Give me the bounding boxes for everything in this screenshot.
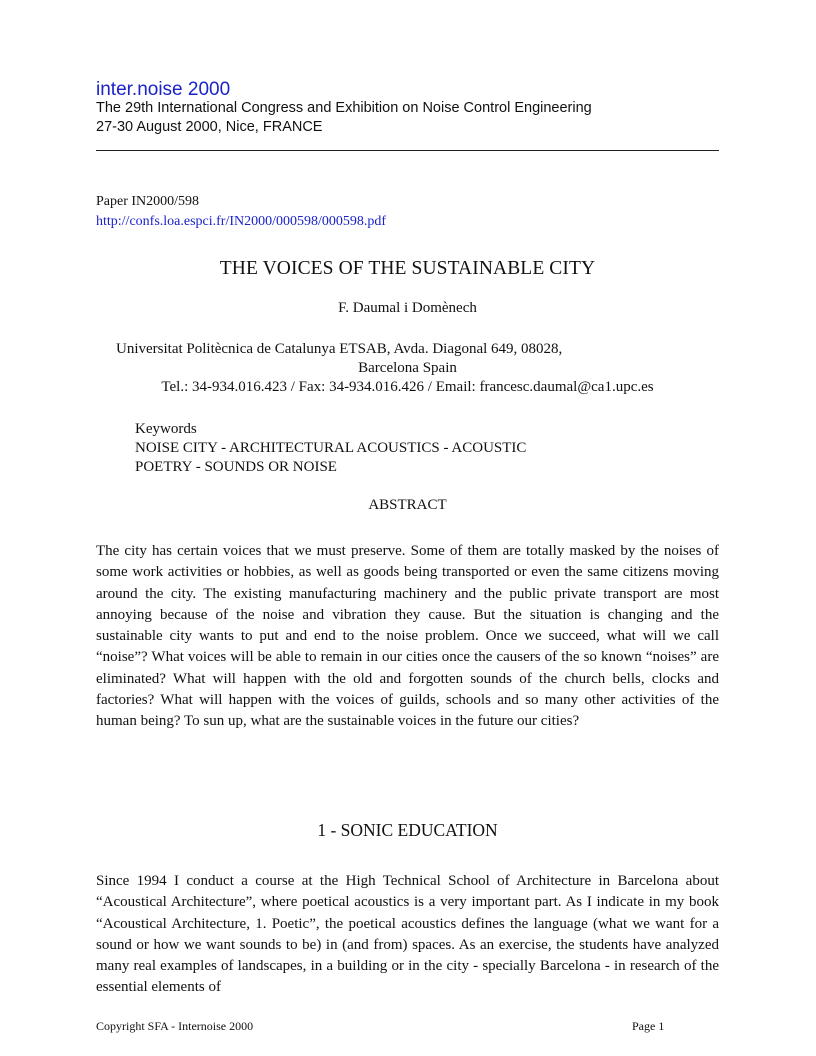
conference-name: inter.noise 2000: [96, 79, 231, 100]
paper-title: THE VOICES OF THE SUSTAINABLE CITY: [219, 258, 596, 279]
paper-url-link[interactable]: http://confs.loa.espci.fr/IN2000/000598/000598.pdf: [96, 214, 387, 229]
keywords-line-1: NOISE CITY - ARCHITECTURAL ACOUSTICS - ACOUSTIC: [135, 440, 527, 456]
congress-dates-location: 27-30 August 2000, Nice, FRANCE: [96, 119, 323, 135]
abstract-body: The city has certain voices that we must preserve. Some of them are totally masked by the noises of some work activities or hobbies, as well as goods being transported or even the same citizens moving around the city. The existing manufacturing machinery and the public private transport are most annoying because of the noise and vibration they cause. But the situation is changing and the sustainable city wants to put and end to the noise problem. Once we succeed, what will we call “noise”? What voices will be able to remain in our cities once the causers of the so known “noises” are eliminated? What will happen with the old and forgotten sounds of the church bells, clocks and factories? What will happen with the voices of guilds, schools and so many other activities of the human being? To sun up, what are the sustainable voices in the future our cities?: [96, 543, 719, 730]
section-body: Since 1994 I conduct a course at the High Technical School of Architecture in Barcelona about “Acoustical Architecture”, where poetical acoustics is a very important part. As I indicate in my book “Acoustical Architecture, 1. Poetic”, the poetical acoustics defines the language (what we want for a sound or how we want sounds to be) in (and from) spaces. As an exercise, the students have analyzed many real examples of landscapes, in a building or in the city - specially Barcelona - in research of the essential elements of: [96, 873, 719, 996]
footer-page-number: Page 1: [632, 1019, 665, 1033]
affiliation-line-1: Universitat Politècnica de Catalunya ETSAB, Avda. Diagonal 649, 08028,: [116, 341, 563, 357]
affiliation-line-2: Barcelona Spain: [358, 360, 457, 376]
author-name: F. Daumal i Domènech: [338, 300, 477, 316]
paper-id: Paper IN2000/598: [96, 194, 200, 209]
congress-title: The 29th International Congress and Exhibition on Noise Control Engineering: [96, 100, 592, 116]
keywords-line-2: POETRY - SOUNDS OR NOISE: [135, 459, 337, 475]
footer-copyright: Copyright SFA - Internoise 2000: [96, 1019, 254, 1033]
contact-info: Tel.: 34-934.016.423 / Fax: 34-934.016.426 / Email: francesc.daumal@ca1.upc.es: [161, 379, 654, 395]
section-heading: 1 - SONIC EDUCATION: [317, 820, 498, 840]
keywords-label: Keywords: [135, 421, 197, 437]
abstract-heading: ABSTRACT: [368, 497, 447, 513]
header-divider: [96, 150, 719, 151]
